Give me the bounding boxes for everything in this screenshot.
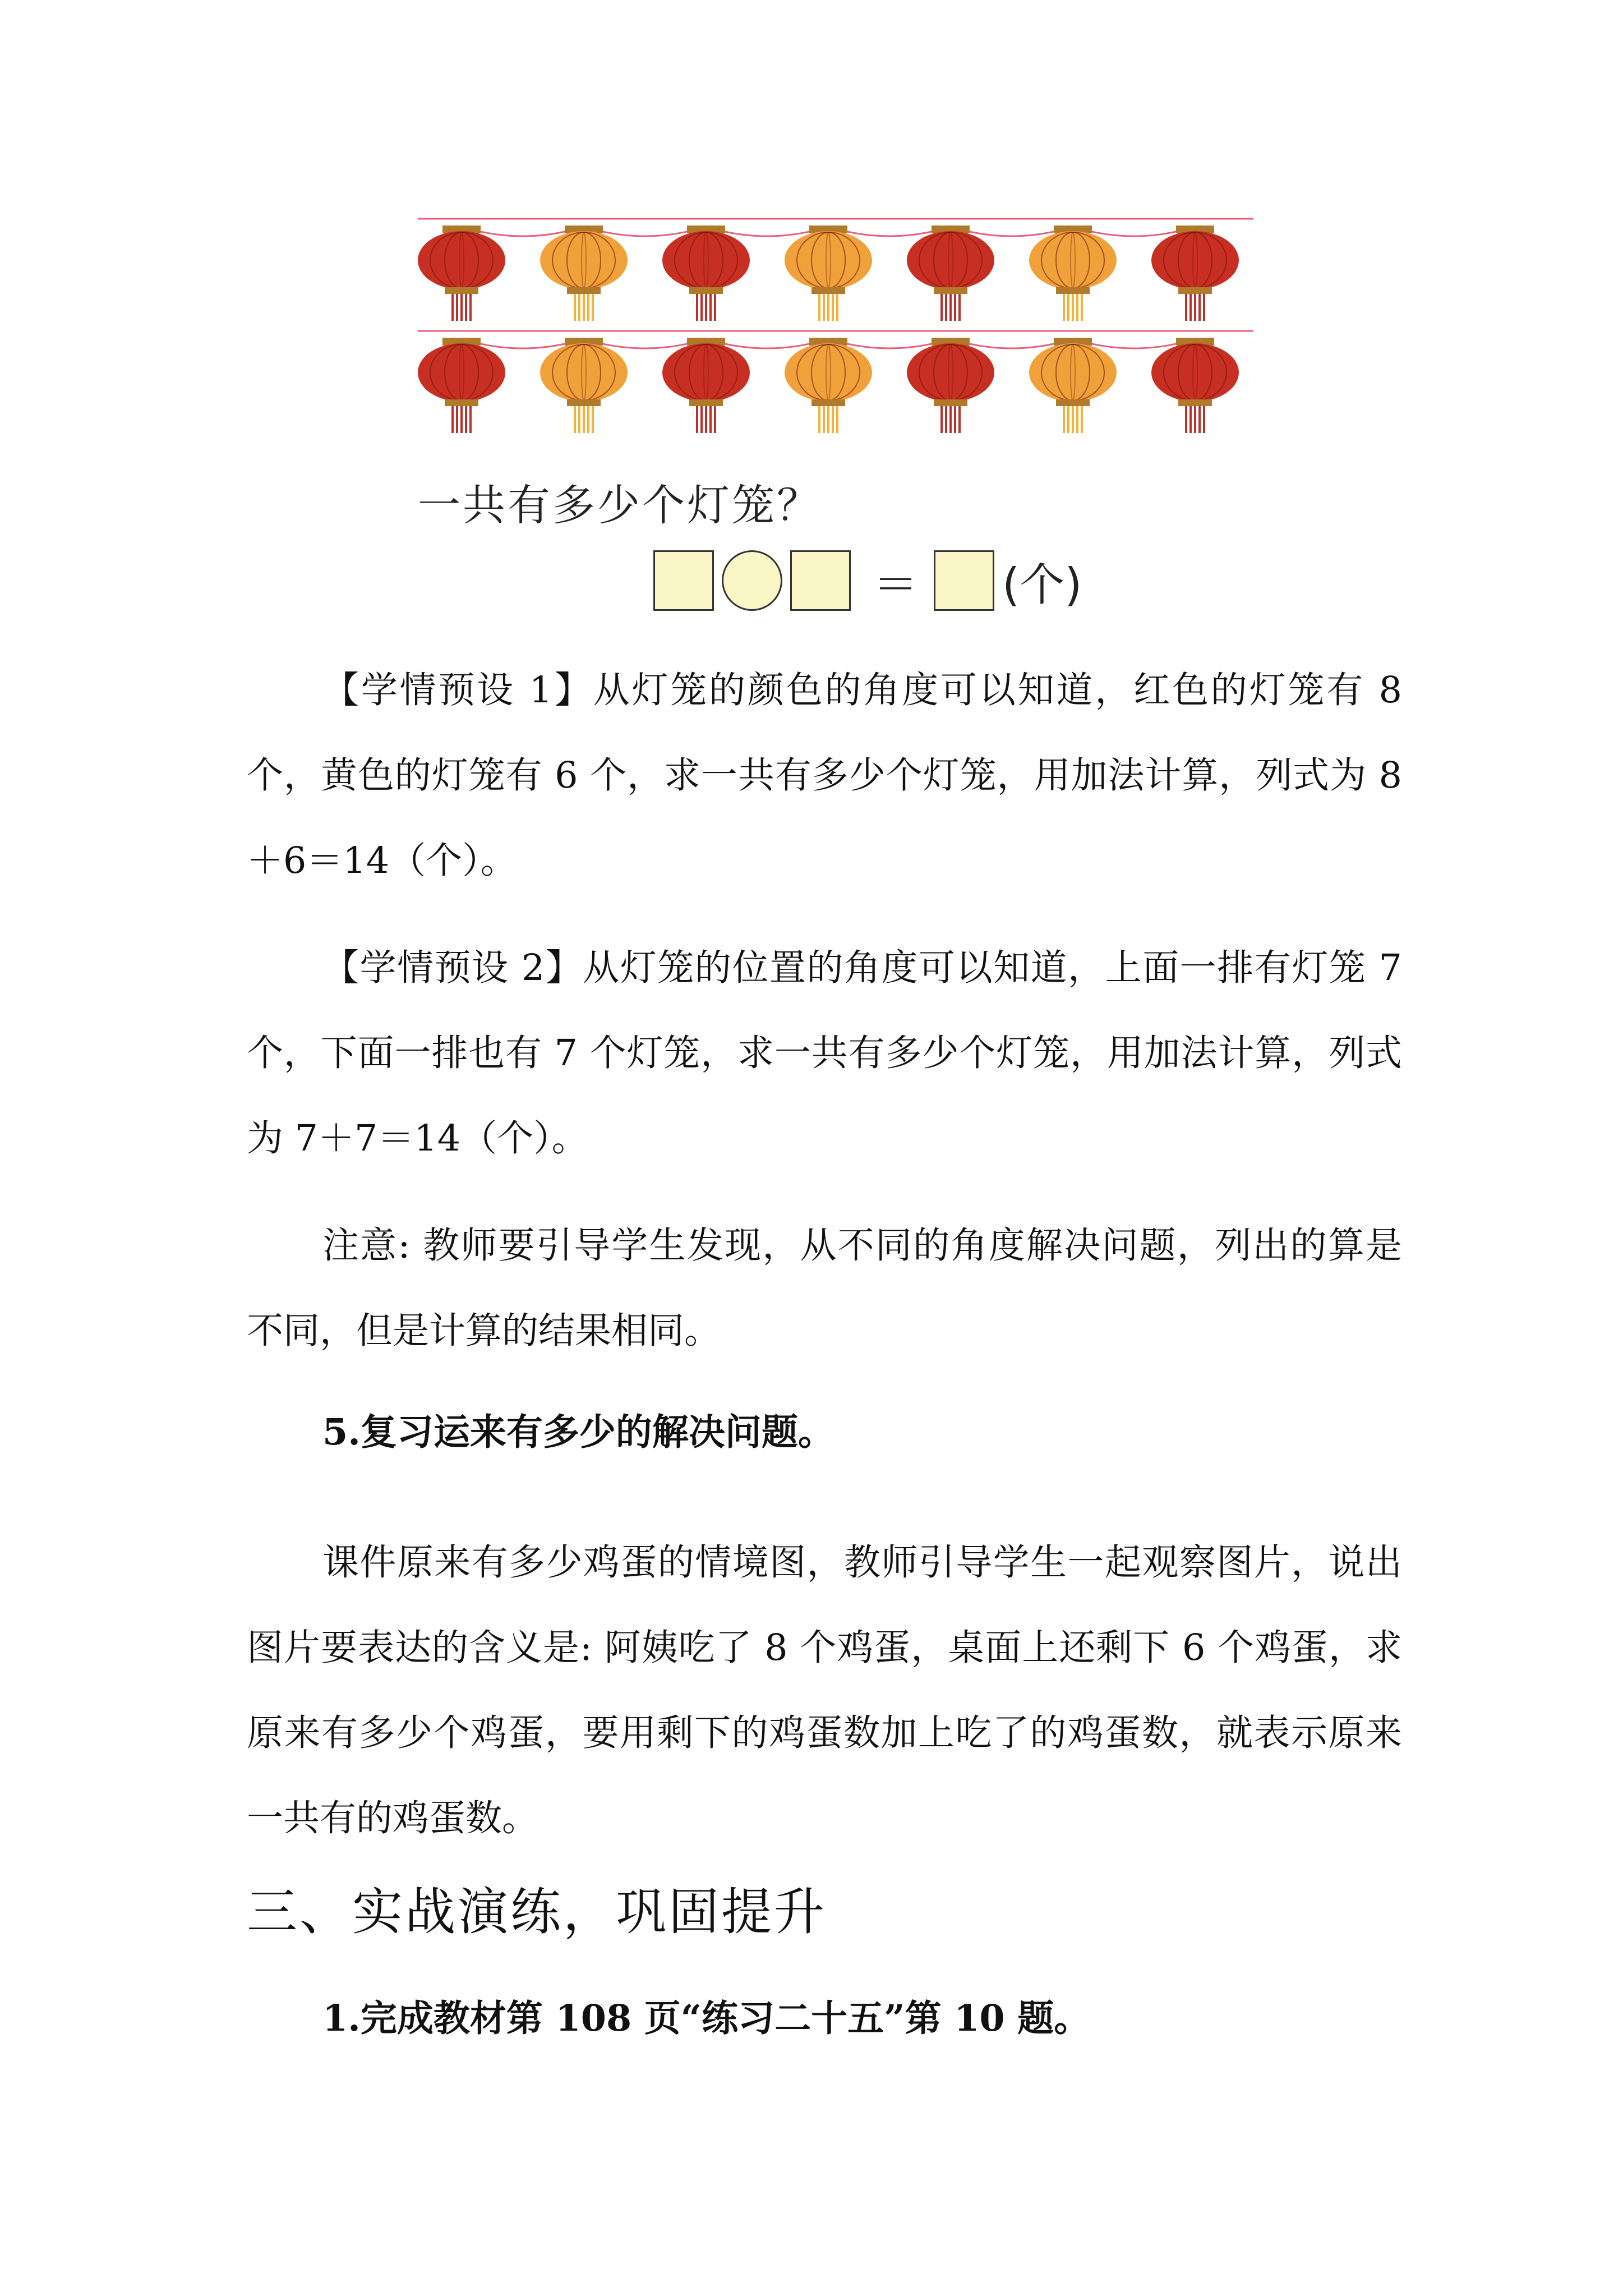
answer-box-2[interactable] <box>790 550 851 611</box>
paragraph-text: 注意: 教师要引导学生发现，从不同的角度解决问题，列出的算是不同，但是计算的结果相同。 <box>247 1225 1402 1352</box>
question-text: 一共有多少个灯笼？ <box>418 480 822 530</box>
operator-circle[interactable] <box>722 550 782 611</box>
equals-sign: ＝ <box>873 558 918 611</box>
red-lantern-icon <box>1151 226 1239 321</box>
unit-label: (个) <box>1002 558 1082 611</box>
red-lantern-icon <box>1151 338 1239 433</box>
lantern-figure <box>418 213 1253 449</box>
paragraph-note <box>247 1203 1402 1374</box>
answer-box-1[interactable] <box>653 550 714 611</box>
section-heading-3: 三、实战演练，巩固提升 <box>247 1883 827 1941</box>
lantern-illustration <box>418 213 1253 449</box>
equation-template <box>653 547 1082 614</box>
paragraph-preset-1 <box>247 648 1402 904</box>
paragraph-text: 课件原来有多少鸡蛋的情境图，教师引导学生一起观察图片，说出图片要表达的含义是: 阿姨吃了 8 个鸡蛋，桌面上还剩下 6 个鸡蛋，求原来有多少个鸡蛋，要用剩下的鸡蛋数加上吃了的鸡蛋数，就表示原来一共有的鸡蛋数。 <box>247 1542 1402 1839</box>
exercise-1: 1.完成教材第 108 页“练习二十五”第 10 题。 <box>322 1997 1091 2040</box>
answer-box-result[interactable] <box>934 550 994 611</box>
paragraph-preset-2 <box>247 926 1402 1181</box>
subheading-5: 5.复习运来有多少的解决问题。 <box>322 1411 834 1453</box>
paragraph-text: 【学情预设 1】从灯笼的颜色的角度可以知道，红色的灯笼有 8 个，黄色的灯笼有 6 个，求一共有多少个灯笼，用加法计算，列式为 8＋6＝14（个）。 <box>247 669 1402 882</box>
paragraph-text: 【学情预设 2】从灯笼的位置的角度可以知道，上面一排有灯笼 7 个，下面一排也有 7 个灯笼，求一共有多少个灯笼，用加法计算，列式为 7＋7＝14（个）。 <box>247 947 1402 1159</box>
paragraph-eggs <box>247 1520 1402 1861</box>
